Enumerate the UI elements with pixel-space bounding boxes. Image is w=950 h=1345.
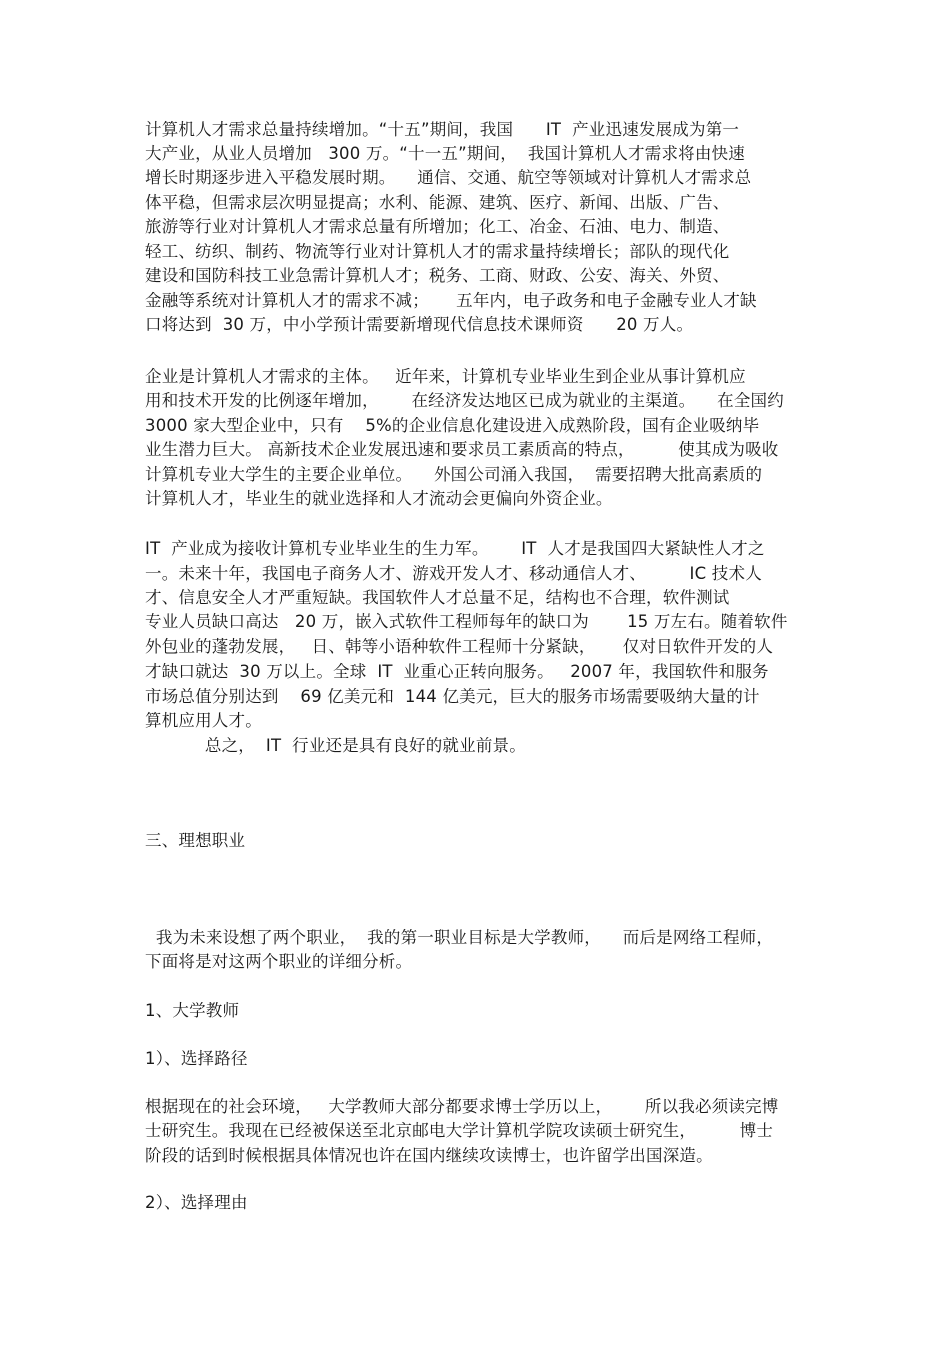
paragraph-demand-line: 轻工、纺织、制药、物流等行业对计算机人才的需求量持续增长；部队的现代化	[145, 242, 730, 261]
paragraph-it-line: 专业人员缺口高达 20 万，嵌入式软件工程师每年的缺口为 15 万左右。随着软件	[145, 612, 788, 631]
paragraph-demand-line: 体平稳，但需求层次明显提高；水利、能源、建筑、医疗、新闻、出版、广告、	[145, 193, 730, 212]
path-paragraph-line: 根据现在的社会环境， 大学教师大部分都要求博士学历以上， 所以我必须读完博	[145, 1097, 779, 1116]
paragraph-enterprise-line: 用和技术开发的比例逐年增加， 在经济发达地区已成为就业的主渠道。 在全国约	[145, 391, 784, 410]
paragraph-enterprise-line: 业生潜力巨大。 高新技术企业发展迅速和要求员工素质高的特点， 使其成为吸收	[145, 440, 779, 459]
paragraph-demand-line: 口将达到 30 万，中小学预计需要新增现代信息技术课师资 20 万人。	[145, 315, 694, 334]
paragraph-demand-line: 计算机人才需求总量持续增加。“十五”期间，我国 IT 产业迅速发展成为第一	[145, 120, 740, 139]
paragraph-enterprise-line: 计算机专业大学生的主要企业单位。 外国公司涌入我国， 需要招聘大批高素质的	[145, 465, 763, 484]
path-heading: 1）、选择路径	[145, 1049, 248, 1068]
paragraph-enterprise-line: 3000 家大型企业中，只有 5%的企业信息化建设进入成熟阶段，国有企业吸纳毕	[145, 416, 760, 435]
paragraph-it-line: 才、信息安全人才严重短缺。我国软件人才总量不足，结构也不合理，软件测试	[145, 588, 730, 607]
intro-line: 我为未来设想了两个职业， 我的第一职业目标是大学教师， 而后是网络工程师，	[145, 928, 774, 947]
paragraph-it-line: IT 产业成为接收计算机专业毕业生的生力军。 IT 人才是我国四大紧缺性人才之	[145, 539, 765, 558]
paragraph-it-line: 才缺口就达 30 万以上。全球 IT 业重心正转向服务。 2007 年，我国软件和服务	[145, 662, 769, 681]
paragraph-demand-line: 建设和国防科技工业急需计算机人才；税务、工商、财政、公安、海关、外贸、	[145, 266, 730, 285]
paragraph-it-line: 一。未来十年，我国电子商务人才、游戏开发人才、移动通信人才、 IC 技术人	[145, 564, 762, 583]
paragraph-it-line: 外包业的蓬勃发展， 日、韩等小语种软件工程师十分紧缺， 仅对日软件开发的人	[145, 637, 774, 656]
summary-line: 总之， IT 行业还是具有良好的就业前景。	[145, 736, 526, 755]
paragraph-it-line: 市场总值分别达到 69 亿美元和 144 亿美元，巨大的服务市场需要吸纳大量的计	[145, 687, 760, 706]
paragraph-enterprise-line: 企业是计算机人才需求的主体。 近年来，计算机专业毕业生到企业从事计算机应	[145, 367, 746, 386]
paragraph-demand-line: 旅游等行业对计算机人才需求总量有所增加；化工、冶金、石油、电力、制造、	[145, 217, 730, 236]
intro-line: 下面将是对这两个职业的详细分析。	[145, 952, 413, 971]
paragraph-demand-line: 大产业，从业人员增加 300 万。“十一五”期间， 我国计算机人才需求将由快速	[145, 144, 745, 163]
career-1-title: 1、大学教师	[145, 1001, 240, 1020]
paragraph-demand-line: 增长时期逐步进入平稳发展时期。 通信、交通、航空等领域对计算机人才需求总	[145, 168, 752, 187]
reason-heading: 2）、选择理由	[145, 1193, 248, 1212]
path-paragraph-line: 阶段的话到时候根据具体情况也许在国内继续攻读博士，也许留学出国深造。	[145, 1146, 713, 1165]
path-paragraph-line: 士研究生。我现在已经被保送至北京邮电大学计算机学院攻读硕士研究生， 博士	[145, 1121, 774, 1140]
paragraph-enterprise-line: 计算机人才，毕业生的就业选择和人才流动会更偏向外资企业。	[145, 489, 613, 508]
paragraph-demand-line: 金融等系统对计算机人才的需求不减； 五年内，电子政务和电子金融专业人才缺	[145, 291, 757, 310]
section-heading: 三、理想职业	[145, 831, 246, 850]
paragraph-it-line: 算机应用人才。	[145, 711, 262, 730]
